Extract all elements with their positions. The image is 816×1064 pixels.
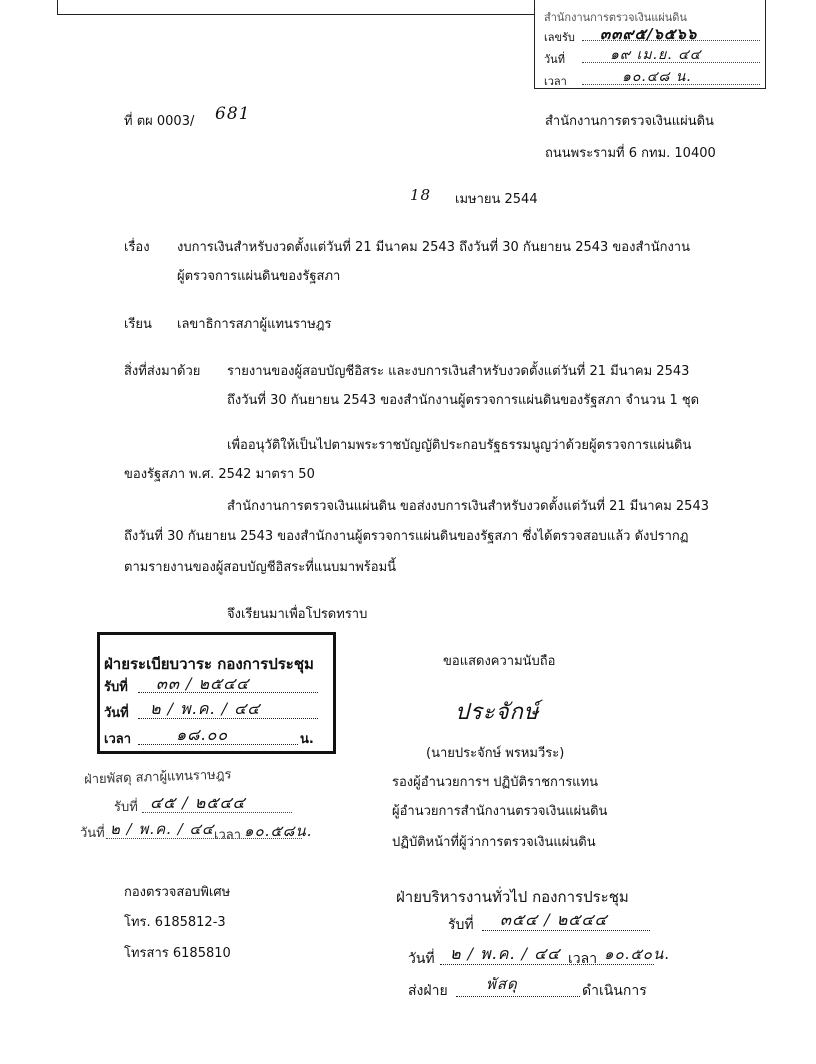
receipt-stamp-date-label: วันที่ (544, 53, 565, 66)
contact-fax: โทรสาร 6185810 (124, 946, 231, 961)
receipt-stamp-time-label: เวลา (544, 75, 567, 88)
receipt-stamp-header: สำนักงานการตรวจเงินแผ่นดิน (544, 11, 687, 24)
registry-stamp-title: ฝ่ายระเบียบวาระ กองการประชุม (104, 655, 314, 673)
admin-stamp-send-value: พัสดุ (486, 975, 518, 993)
admin-stamp-line (482, 930, 650, 931)
page-edge-mark (57, 14, 535, 15)
registry-stamp-recv-label: รับที่ (104, 680, 128, 695)
contact-department: กองตรวจสอบพิเศษ (124, 885, 231, 900)
body-paragraph-1-line-1: เพื่ออนุวัติให้เป็นไปตามพระราชบัญญัติประกอบรัฐธรรมนูญว่าด้วยผู้ตรวจการแผ่นดิน (227, 438, 692, 453)
signer-title-2: ผู้อำนวยการสำนักงานตรวจเงินแผ่นดิน (392, 804, 608, 819)
enclosure-label: สิ่งที่ส่งมาด้วย (124, 364, 201, 379)
enclosure-line-2: ถึงวันที่ 30 กันยายน 2543 ของสำนักงานผู้ตรวจการแผ่นดินของรัฐสภา จำนวน 1 ชุด (227, 393, 700, 408)
doc-date-rest: เมษายน 2544 (455, 192, 538, 207)
body-paragraph-2-line-3: ตามรายงานของผู้สอบบัญชีอิสระที่แนบมาพร้อมนี้ (124, 560, 397, 575)
contact-phone: โทร. 6185812-3 (124, 915, 226, 930)
secretariat-stamp-line (142, 812, 292, 813)
to-value: เลขาธิการสภาผู้แทนราษฎร (177, 317, 332, 332)
receipt-stamp-time-value: ๑๐.๔๘ น. (622, 69, 692, 85)
registry-stamp-line (138, 692, 318, 693)
admin-stamp-date-value: ๒ / พ.ค. / ๔๔ (450, 944, 561, 963)
registry-stamp-date-value: ๒ / พ.ค. / ๔๔ (150, 699, 261, 718)
org-name: สำนักงานการตรวจเงินแผ่นดิน (545, 114, 714, 129)
secretariat-stamp-recv-label: รับที่ (114, 800, 138, 815)
secretariat-stamp-date-value: ๒ / พ.ค. / ๔๔ (110, 820, 215, 838)
secretariat-stamp-time-label: เวลา (214, 828, 242, 843)
secretariat-stamp-date-label: วันที่ (80, 826, 105, 841)
registry-stamp-time-value: ๑๘.๐๐ (176, 725, 229, 744)
admin-stamp-recv-label: รับที่ (448, 917, 474, 933)
signer-name: (นายประจักษ์ พรหมวีระ) (426, 746, 565, 761)
registry-stamp-time-unit: น. (300, 732, 314, 747)
receipt-stamp-line (582, 84, 760, 85)
registry-stamp-line (138, 744, 298, 745)
secretariat-stamp-time-value: ๑๐.๕๘น. (244, 822, 313, 840)
doc-number-value: 681 (215, 104, 251, 124)
signature-scribble: ประจักษ์ (455, 700, 540, 725)
doc-number-label: ที่ ตผ 0003/ (124, 114, 195, 129)
admin-stamp-action: ดำเนินการ (582, 983, 647, 999)
admin-stamp-time-value: ๑๐.๕๐น. (604, 945, 670, 963)
doc-date-day: 18 (410, 186, 432, 204)
receipt-stamp-no-value: ๓๓๙๕/๖๕๖๖ (600, 25, 698, 43)
receipt-stamp-line (582, 62, 760, 63)
body-paragraph-1-line-2: ของรัฐสภา พ.ศ. 2542 มาตรา 50 (124, 467, 315, 482)
closing-salutation: ขอแสดงความนับถือ (443, 654, 556, 669)
secretariat-stamp-line (106, 838, 302, 839)
body-paragraph-2-line-2: ถึงวันที่ 30 กันยายน 2543 ของสำนักงานผู้ตรวจการแผ่นดินของรัฐสภา ซึ่งได้ตรวจสอบแล้ว ดังปรากฏ (124, 529, 689, 544)
registry-stamp-date-label: วันที่ (104, 706, 129, 721)
closing-request: จึงเรียนมาเพื่อโปรดทราบ (227, 607, 368, 622)
receipt-stamp-line (582, 40, 760, 41)
admin-stamp-send-label: ส่งฝ่าย (408, 983, 448, 999)
admin-stamp-line (440, 964, 654, 965)
admin-stamp-recv-value: ๓๕๔ / ๒๕๔๔ (500, 910, 608, 929)
receipt-stamp-no-label: เลขรับ (544, 31, 575, 44)
registry-stamp-recv-value: ๓๓ / ๒๕๔๔ (156, 674, 250, 693)
page-edge-mark (57, 0, 58, 14)
secretariat-stamp-title: ฝ่ายพัสดุ สภาผู้แทนราษฎร (83, 767, 232, 788)
signer-title-3: ปฏิบัติหน้าที่ผู้ว่าการตรวจเงินแผ่นดิน (392, 835, 596, 850)
body-paragraph-2-line-1: สำนักงานการตรวจเงินแผ่นดิน ขอส่งงบการเงินสำหรับงวดตั้งแต่วันที่ 21 มีนาคม 2543 (227, 499, 709, 514)
subject-line-2: ผู้ตรวจการแผ่นดินของรัฐสภา (177, 269, 341, 284)
registry-stamp-time-label: เวลา (104, 732, 132, 747)
receipt-stamp-date-value: ๑๙ เม.ย. ๔๔ (610, 47, 702, 63)
admin-stamp-time-label: เวลา (568, 951, 598, 967)
subject-label: เรื่อง (124, 240, 150, 255)
enclosure-line-1: รายงานของผู้สอบบัญชีอิสระ และงบการเงินสำหรับงวดตั้งแต่วันที่ 21 มีนาคม 2543 (227, 364, 690, 379)
admin-stamp-line (456, 996, 580, 997)
org-address: ถนนพระรามที่ 6 กทม. 10400 (545, 146, 716, 161)
signer-title-1: รองผู้อำนวยการฯ ปฏิบัติราชการแทน (392, 775, 599, 790)
secretariat-stamp-recv-value: ๔๕ / ๒๕๔๔ (150, 793, 246, 812)
admin-stamp-date-label: วันที่ (408, 951, 435, 967)
subject-line-1: งบการเงินสำหรับงวดตั้งแต่วันที่ 21 มีนาคม 2543 ถึงวันที่ 30 กันยายน 2543 ของสำนักงาน (177, 240, 690, 255)
admin-stamp-title: ฝ่ายบริหารงานทั่วไป กองการประชุม (396, 888, 629, 906)
to-label: เรียน (124, 317, 152, 332)
registry-stamp-line (138, 718, 318, 719)
